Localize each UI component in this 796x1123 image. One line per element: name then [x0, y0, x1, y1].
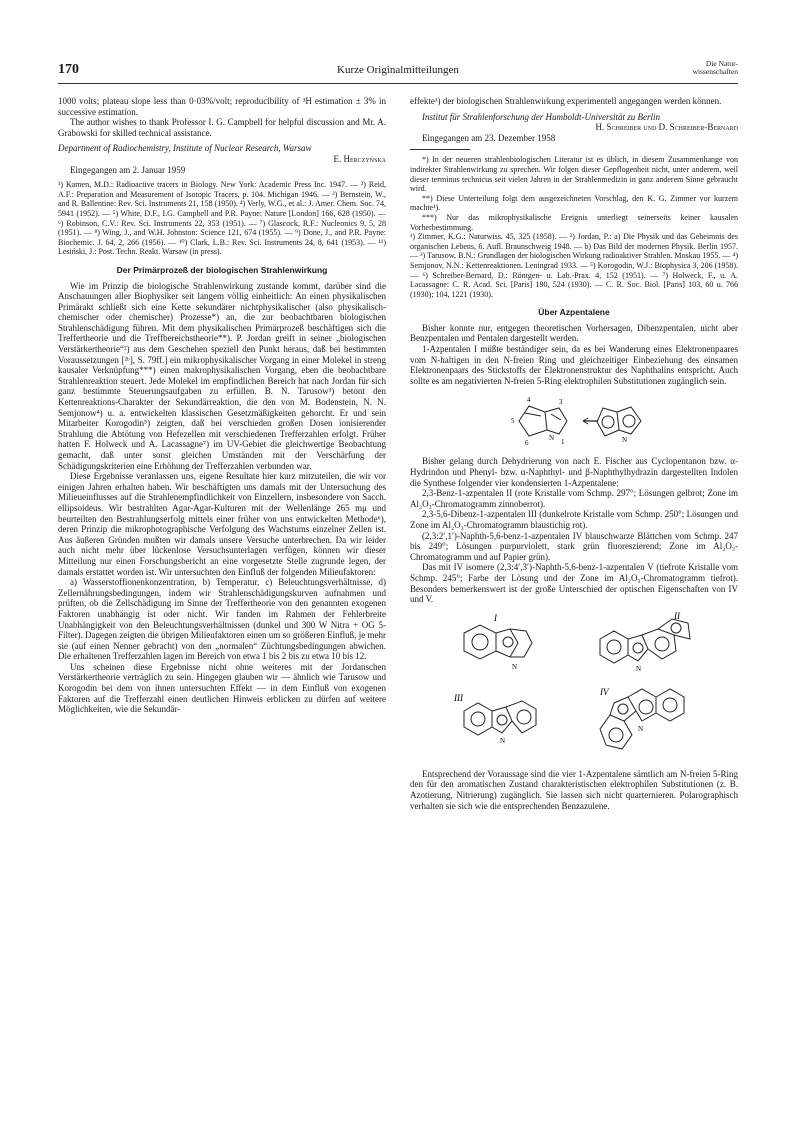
azpentalene-structure-figure	[489, 392, 659, 450]
author-affiliation: Department of Radiochemistry, Institute of Nuclear Research, Warsaw	[58, 143, 312, 154]
body-paragraph-2: Diese Ergebnisse veranlassen uns, eigene Resultate hier kurz mitzuteilen, die wir vor einigen Jahren erhalten haben. Wir beschäftigten uns damals mit der Untersuchung des Milieueinflusses auf die Strahlenempfindlichkeit von Einzellern, insbesondere von Sacch. ellipsoideus. Wir bestrahlten Agar-Agar-Kulturen mit der Wellenlänge 265 mμ und beurteilten den Bestrahlungserfolg mittels einer früher von uns entwickelten Methode⁶), deren Prinzip die mikrophotographische Verfolgung des Wachstums einzelner Zellen ist. Aus äußeren Gründen mußten wir damals unsere Versuche unterbrechen. Da wir leider auch nicht mehr über lückenlose Versuchsunterlagen verfügen, können wir dieser Mitteilung nur einen Forschungsbericht an eine vorgesetzte Stelle zugrunde legen, der damals erstattet worden ist. Wir untersuchten den Einfluß der folgenden Milieufaktoren:	[58, 471, 386, 577]
fig1-label: N	[549, 434, 555, 443]
nitrogen-label: N	[636, 664, 642, 673]
compound-IV-description: (2,3:2′,1′)-Naphth-5,6-benz-1-azpentalen IV blauschwarze Blättchen vom Schmp. 247 bis 249°; Lösungen purpurviolett, stark grün fluoreszierend; Zone im Al₂O₃-Chromatogramm und auf Papier grün).	[410, 530, 738, 562]
body-paragraph-3: a) Wasserstoffionenkonzentration, b) Temperatur, c) Beleuchtungsverhältnisse, d) Zellernährungsbedingungen, indem wir Strahlenschädigungskurven aufnahmen und prüften, ob die Zellschädigung im Sinne der Treffertheorie von den genannten exogenen Faktoren unabhängig ist oder nicht. Wir fanden im Rahmen der Fehlerbreite Unabhängigkeit von den Beleuchtungsverhältnissen (dunkel und 300 W Nitra + OG 5-Filter). Dagegen zeigten die übrigen Milieufaktoren einen um so größeren Einfluß, je mehr sie (auf einen Nenner gebracht) von den „normalen“ Züchtungsbedingungen abwichen. Die erhaltenen Trefferzahlen lagen im Bereich von etwa 1 bis 2 bis zu etwa 10 bis 12.	[58, 577, 386, 662]
azpentalene-paragraph-2: 1-Azpentalen I müßte beständiger sein, da es bei Wanderung eines Elektronenpaares vom N-haltigen in den N-freien Ring und gleichzeitiger Einbeziehung des einsamen Elektronenpaars des Stickstoffs der Elektronenstruktur des Naphthalins entspricht. Auch sollte es am negativierten N-freien 5-Ring elektrophilen Substitutionen zugänglich sein.	[410, 344, 738, 386]
structure-label-III: III	[454, 692, 463, 703]
section-title-azpentalene: Über Azpentalene	[538, 307, 610, 318]
received-date: Eingegangen am 23. Dezember 1958	[422, 132, 556, 143]
fig1-label: 5	[511, 417, 515, 426]
footnote-2: **) Diese Unterteilung folgt dem ausgezeichneten Vorschlag, den K. G. Zimmer vor kurzem machte¹).	[410, 193, 738, 213]
fig1-label: N	[622, 436, 628, 445]
intro-paragraph-2: The author wishes to thank Professor I. G. Campbell for helpful discussion and Mr. A. Grabowski for skilled technical assistance.	[58, 117, 386, 138]
continued-paragraph: effekte¹) der biologischen Strahlenwirkung experimentell angegangen werden können.	[410, 96, 722, 106]
compound-II-description: 2,3-Benz-1-azpentalen II (rote Kristalle vom Schmp. 297°; Lösungen gelbrot; Zone im Al₂O₃-Chromatogramm zinnoberrot).	[410, 488, 738, 509]
fig1-label: 1	[561, 438, 565, 447]
author-name: E. Herczyńska	[333, 153, 386, 164]
azpentalene-paragraph-3: Bisher gelang durch Dehydrierung von nach E. Fischer aus Cyclopentanon bzw. α-Hydrindon und Phenyl- bzw. α-Naphthyl- und β-Naphthylhydrazin dargestellten Indolen die Synthese folgender vier kondensierten 1-Azpentalene:	[410, 456, 738, 488]
received-date: Eingegangen am 2. Januar 1959	[70, 164, 186, 175]
journal-name-line1: Die Natur-	[705, 59, 738, 68]
author-names: H. Schreiber und D. Schreiber-Bernard	[595, 122, 738, 133]
body-paragraph-4: Uns scheinen diese Ergebnisse nicht ohne weiteres mit der Jordanschen Verstärkertheorie verträglich zu sein. Hingegen glauben wir — ähnlich wie Tarusow und Korogodin bei dem von ihnen untersuchten Effekt — in dem Einfluß von exogenen Faktoren auf die Trefferzahl einen deutlichen Hinweis erblicken zu dürfen auf weitere Möglichkeiten, wie die Sekundär-	[58, 661, 386, 715]
journal-name	[693, 60, 738, 76]
compound-V-description: Das mit IV isomere (2,3:4′,3′)-Naphth-5,6-benz-1-azpentalen V (tiefrote Kristalle vom Schmp. 245°; Farbe der Lösung und der Zone im Al₂O₃-Chromatogramm tiefrot). Besonders bemerkenswert ist der große Unterschied der optischen Eigenschaften von IV und V.	[410, 562, 738, 605]
fig1-label: 4	[527, 396, 531, 405]
footnote-3: ***) Nur das mikrophysikalische Ereignis unterliegt seinerseits keiner kausalen Vorherbestimmung.	[410, 212, 738, 232]
footnote-1: *) In der neueren strahlenbiologischen Literatur ist es üblich, in diesem Zusammenhange von indirekter Strahlenwirkung zu sprechen. Wir folgen dieser Gepflogenheit nicht, unter anderem, weil dieser terminus technicus seit vielen Jahren in der Strahlenmedizin in ganz anderem Sinne gebraucht wird.	[410, 155, 738, 194]
structure-label-I: I	[494, 612, 497, 623]
right-column	[410, 96, 738, 811]
nitrogen-label: N	[512, 662, 518, 671]
running-title: Kurze Originalmitteilungen	[337, 64, 459, 76]
footnote-rule	[410, 149, 470, 150]
structure-label-II: II	[674, 610, 680, 621]
fig1-label: 3	[559, 398, 563, 407]
page-number: 170	[58, 62, 79, 77]
journal-name-line2: wissenschaften	[692, 67, 738, 76]
body-paragraph-1: Wie im Prinzip die biologische Strahlenwirkung zustande kommt, darüber sind die Anschauungen aller Biophysiker seit langem völlig einheitlich: An einen physikalischen Primärakt schließt sich eine Kette sekundärer nichtphysikalischer (also physikalisch-chemischer oder chemischer) Prozesse*) an, die zur beobachtbaren biologischen Strahlenschädigung führen. Mit dem physikalischen Primärprozeß beschäftigen sich die Treffertheorie und die Treffbereichstheorie**). P. Jordan greift in seiner „biologischen Verstärkertheorie“²) aus dem Geschehen speziell den Punkt heraus, daß bei bestimmten Voraussetzungen [²ᵇ], S. 79ff.] ein mikrophysikalischer Vorgang in einer Molekel in streng kausaler Verknüpfung***) einen makrophysikalischen Vorgang, eben die beobachtbare Strahlenreaktion steuert. Jede Molekel im empfindlichen Bereich hat nach Jordan für sich ganz bestimmte Steuerungsaufgaben zu erfüllen. B. N. Tarusow³) betont den Kettenreaktions-Charakter der Sekundärreaktion, die den von M. Bodenstein, N. N. Semjonow⁴) u. a. entwickelten klassischen Gesetzmäßigkeiten gehorcht. Er und sein Mitarbeiter Korogodin⁵) zeigten, daß bei verschieden großen Dosen ionisierender Strahlung die Abtötung von Hefezellen mit verschiedenen Trefferzahlen erfolgt. Früher hatten F. Holweck und A. Lacassagne⁷) im UV-Gebiet die gleichwertige Beobachtung gemacht, daß unter sonst gleichen Umständen mit der Verschärfung der Schädigungskriterien eine Erhöhung der Trefferzahlen verbunden war.	[58, 280, 386, 471]
left-column	[58, 96, 386, 715]
azpentalene-paragraph-final: Entsprechend der Voraussage sind die vier 1-Azpentalene sämtlich am N-freien 5-Ring den für den aromatischen Zustand charakteristischen elektrophilen Substitutionen (z. B. Azotierung, Nitrierung) zugänglich. Sie lassen sich nicht quarternieren. Polarographisch verhalten sie sich wie die entsprechenden Benzazulene.	[410, 768, 738, 811]
page-header	[58, 59, 738, 84]
compound-III-description: 2,3-5,6-Dibenz-1-azpentalen III (dunkelrote Kristalle vom Schmp. 250°; Lösungen und Zone im Al₂O₃-Chromatogramm blaustichig rot).	[410, 509, 738, 530]
institute-affiliation: Institut für Strahlenforschung der Humboldt-Universität zu Berlin	[422, 111, 660, 122]
azpentalene-paragraph-1: Bisher konnte nur, entgegen theoretischen Vorhersagen, Dibenzpentalen, nicht aber Benzpentalen und Pentalen dargestellt werden.	[410, 322, 738, 344]
section-title-primaerprozess: Der Primärprozeß der biologischen Strahlenwirkung	[116, 264, 328, 275]
fig1-label: 6	[525, 439, 529, 448]
nitrogen-label: N	[638, 724, 644, 733]
compound-structures-figure	[424, 611, 724, 761]
structure-label-IV: IV	[600, 686, 609, 697]
reference-list: ¹) Kamen, M.D.: Radioactive tracers in Biology. New York: Academic Press Inc. 1947. — ²) Reid, A.F.: Preparation and Measurement of Isotopic Tracers, p. 104. Michigan 1946. — ³) Bernstein, W., and R. Ballentine: Rev. Sci. Instruments 21, 158 (1950). ⁴) Verly, W.G., et al.: J. Amer. Chem. Soc. 74, 5941 (1952). — ⁵) White, D.F., I.G. Campbell and P.R. Payne: Nature [London] 166, 628 (1950). — ⁶) Robinson, C.V.: Rev. Sci. Instruments 22, 353 (1951). — ⁷) Glascock, R.F.: Nucleonics 9, 5, 28 (1951). — ⁸) Wing, J., and W.H. Johnston: Science 121, 674 (1955). — ⁹) Done, J., and P.R. Payne: Biochemic. J. 64, 2, 266 (1956). — ¹⁰) Clark, L.B.: Rev. Sci. Instruments 24, 8, 641 (1953). — ¹¹) Lesiński, J.: Post. Techn. Reakt. Warsaw (in press).	[58, 180, 386, 257]
intro-paragraph-1: 1000 volts; plateau slope less than 0·03%/volt; reproducibility of ³H estimation ± 3% in successive estimation.	[58, 96, 386, 117]
nitrogen-label: N	[500, 736, 506, 745]
reference-list: ¹) Zimmer, K.G.: Naturwiss. 45, 325 (1958). — ²) Jordan, P.: a) Die Physik und das Geheimnis des organischen Lebens, 6. Aufl. Braunschweig 1948. — b) Das Bild der modernen Physik. Berlin 1957. — ³) Tarusow, B.N.: Grundlagen der biologischen Wirkung radioaktiver Strahlen. Moskau 1955. — ⁴) Semjonov, N.N.: Kettenreaktionen. Leningrad 1933. — ⁵) Korogodin, W.J.: Biophysica 3, 206 (1958). — ⁶) Schreiber-Bernard, D.: Röntgen- u. Lab.-Prax. 4, 152 (1951). — ⁷) Holweck, F., u. A. Lacassagne: C. R. Acad. Sci. [Paris] 190, 524 (1930). — C. R. Soc. Biol. [Paris] 103, 60 u. 766 (1930); 104, 1221 (1930).	[410, 232, 738, 299]
